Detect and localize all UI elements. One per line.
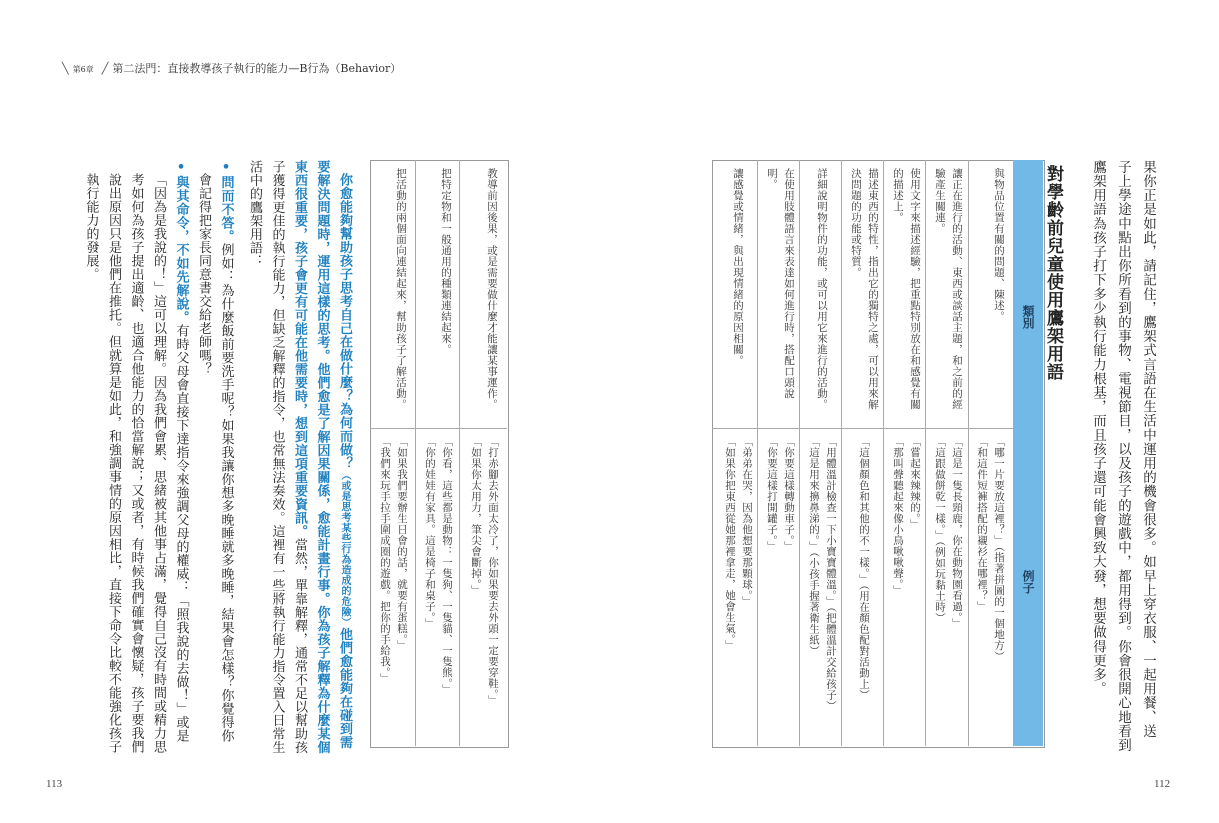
- row5-category: 詳細說明物件的功能，或可以用它來進行的活動。: [816, 168, 828, 410]
- paragraph-text: 當然，單靠解釋，通常不足以幫助孩子獲得更佳的執行能力，但缺乏解釋的指令，也常無法奏效。這裡有一些將執行能力指令置入日常生活中的鷹架用語：: [247, 160, 307, 754]
- row-rule-6: [757, 160, 758, 746]
- row8-example: 「打赤腳去外面太冷了，你如果要去外頭一定要穿鞋。」 「如果你太用力，筆尖會斷掉。」: [470, 436, 499, 706]
- bullet-2-title: 與其命令，不如先解說。: [173, 175, 189, 324]
- intro-line-2: 子上學途中點出你所看到的事物、電視節目，以及孩子的遊戲中，都用得到。你會很開心地看到: [1115, 160, 1131, 753]
- bullet-1-title: 問而不答。: [218, 175, 234, 243]
- row3-category: 使用文字來描述經驗，把重點特別放在和感覺有關 的描述上。: [892, 168, 921, 410]
- bullet-ask-not-answer: [192, 160, 237, 755]
- header-slash-left: ╲: [62, 62, 69, 75]
- row1-category: 與物品位置有關的問題、陳述。: [993, 168, 1005, 322]
- section-title: 對學齡前兒童使用鷹架用語: [1043, 165, 1063, 381]
- header-slash-right: ╱: [101, 62, 109, 75]
- row9-example: 「你看，這些都是動物：一隻狗、一隻貓、一隻熊。」 「你的娃娃有家具。這是椅子和桌子。」: [424, 436, 453, 695]
- row4-example: 「這個顏色和其他的不一樣。」（用在顏色配對活動上）: [858, 436, 870, 701]
- row1-example: 「哪一片要放這裡？」（指著拼圖的一個地方） 「和這件短褲搭配的襯衫在哪裡？」: [976, 436, 1005, 662]
- table-left-midrule: [370, 428, 507, 429]
- row4-category: 描述東西的特性，指出它的獨特之處，可以用來解 決問題的功能或特質。: [850, 168, 879, 410]
- bullet-marker: •: [218, 160, 234, 176]
- table-header-band: [1013, 160, 1043, 746]
- left-page-body: [55, 160, 355, 755]
- bullet-1-text: 例如：為什麼飯前要洗手呢？如果我讓你想多晚睡就多晚睡，結果會怎樣？你覺得你會記得把家長同意書交給老師嗎？: [196, 173, 234, 743]
- row10-category: 把活動的兩個面向連結起來，幫助孩子了解活動。: [395, 168, 407, 410]
- row-rule-8: [415, 160, 416, 746]
- row8-category: 教導前因後果，或是需要做什麼才能讓某事運作。: [486, 168, 498, 410]
- row6-example: 「你要這樣轉動車子。」 「你要這樣打開罐子。」: [766, 436, 795, 552]
- row3-example: 「嘗起來辣辣的。」 「那叫聲聽起來像小鳥啾啾聲。」: [892, 436, 921, 596]
- row2-category: 讓正在進行的活動、東西或談話主題，和之前的經 驗產生關連。: [934, 168, 963, 410]
- row-rule-2: [925, 160, 926, 746]
- page-number-left: 113: [46, 778, 63, 790]
- highlight-text-2: 他們愈能夠在碰到需要解決問題時，運用這樣的思考。他們愈是了解因果關係，愈能計畫行事。你為孩子解釋為什麼某個東西很重要，孩子會更有可能在他需要時，想到這項重要資訊。: [292, 160, 352, 754]
- row-rule-1: [968, 160, 969, 746]
- row-rule-5: [799, 160, 800, 746]
- intro-line-1: 果你正是如此，請記住，鷹架式言語在生活中運用的機會很多。如早上穿衣服、一起用餐、送: [1140, 160, 1156, 739]
- row-rule-7: [459, 160, 460, 746]
- row2-example: 「這是一隻長頸鹿，你在動物園看過。」 「這跟做餅乾一樣。」（例如玩黏土時）: [934, 436, 963, 629]
- scaffolding-paragraph: [243, 160, 356, 755]
- row6-category: 在使用肢體語言來表達如何進行時，搭配口頭說 明。: [766, 168, 795, 399]
- header-example: 例子: [1021, 570, 1035, 594]
- chapter-number: 第6章: [72, 65, 94, 74]
- intro-line-3: 鷹架用語為孩子打下多少執行能力根基，而且孩子還可能會興致大發，想要做得更多。: [1090, 160, 1106, 696]
- bullet-explain-first: [79, 160, 192, 755]
- row9-category: 把特定物和一般通用的種類連結起來。: [440, 168, 452, 355]
- bullet-2-text: 有時父母會直接下達指令來強調父母的權威：「照我說的去做！」或是「因為是我說的！」這可以理解。因為我們會累、思緒被其他事占滿，覺得自己沒有時間或精力思考如何為孩子提出適齡、也適合他能力的恰當解說；又或者，有時候我們確實會懷疑，孩子要我們說出原因只是他們在推托。但就算是如此，和強調事情的原因相比，直接下命令比較不能強化孩子執行能力的發展。: [83, 173, 189, 754]
- row-rule-4: [841, 160, 842, 746]
- running-header: [58, 60, 401, 76]
- row5-example: 「用體溫計檢查一下小寶寶體溫。」（把體溫計交給孩子） 「這是用來擤鼻涕的。」（小孩手握著衛生紙）: [808, 436, 837, 712]
- highlight-note: （或是思考某些行為造成的危險）: [339, 470, 350, 628]
- bullet-marker: •: [173, 160, 189, 176]
- header-category: 類別: [1021, 305, 1035, 329]
- row-rule-3: [883, 160, 884, 746]
- row7-category: 讓感覺或情緒，與出現情緒的原因相關。: [732, 168, 744, 366]
- page-number-right: 112: [1154, 778, 1171, 790]
- chapter-title: 第二法門：直接教導孩子執行的能力—B行為（Behavior）: [112, 62, 402, 75]
- row10-example: 「如果我們要辦生日會的話，就要有蛋糕。」 「我們來玩手拉手圍成圈的遊戲。把你的手給我。」: [379, 436, 408, 684]
- row7-example: 「弟弟在哭，因為他想要那顆球。」 「如果你把東西從她那裡拿走，她會生氣。」: [724, 436, 753, 651]
- highlight-text-1: 你愈能夠幫助孩子思考自己在做什麼？為何而做？: [337, 173, 352, 470]
